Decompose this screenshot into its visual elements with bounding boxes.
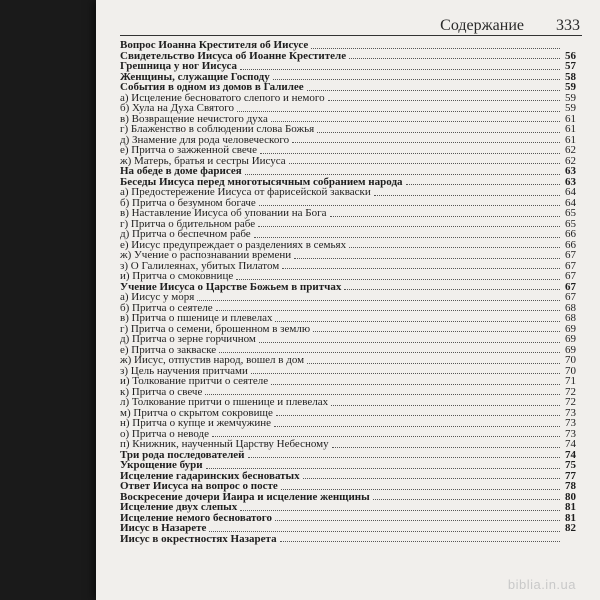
toc-entry-title: п) Книжник, наученный Царству Небесному bbox=[120, 438, 329, 450]
toc-leader-dots bbox=[205, 393, 560, 395]
toc-entry-title: Исцеление немого бесноватого bbox=[120, 511, 273, 524]
toc-leader-dots bbox=[245, 173, 560, 175]
toc-leader-dots bbox=[240, 68, 560, 70]
toc-subentry bbox=[120, 334, 576, 345]
toc-leader-dots bbox=[313, 330, 560, 332]
toc-entry-page: 77 bbox=[565, 469, 576, 482]
toc-leader-dots bbox=[254, 236, 560, 238]
toc-entry-title: е) Притча о зажженной свече bbox=[120, 144, 257, 156]
toc-leader-dots bbox=[311, 47, 560, 49]
toc-entry-title: в) Возвращение нечистого духа bbox=[120, 112, 268, 125]
toc-entry-title: и) Притча о смоковнице bbox=[120, 270, 234, 282]
toc-leader-dots bbox=[260, 152, 560, 154]
toc-entry-title: а) Исцеление бесноватого слепого и немого bbox=[120, 91, 325, 104]
toc-entry-title: ж) Матерь, братья и сестры Иисуса bbox=[120, 154, 286, 167]
page-header bbox=[96, 0, 600, 42]
toc-leader-dots bbox=[303, 477, 560, 479]
toc-leader-dots bbox=[330, 215, 561, 217]
toc-leader-dots bbox=[271, 120, 560, 122]
toc-entry-title: Женщины, служащие Господу bbox=[120, 70, 270, 83]
toc-leader-dots bbox=[276, 414, 560, 416]
toc-leader-dots bbox=[344, 288, 560, 290]
toc-entry-page: 78 bbox=[565, 480, 576, 492]
toc-subentry bbox=[120, 250, 576, 261]
toc-subentry bbox=[120, 439, 576, 450]
toc-entry-title: д) Знамение для рода человеческого bbox=[120, 133, 290, 146]
toc-entry-page: 81 bbox=[565, 501, 576, 513]
toc-subentry bbox=[120, 418, 576, 429]
toc-entry-title: Ответ Иисуса на вопрос о посте bbox=[120, 480, 278, 492]
toc-entry-page: 73 bbox=[565, 406, 576, 419]
toc-entry-page: 62 bbox=[565, 154, 576, 167]
toc-entry-page: 63 bbox=[565, 175, 576, 188]
toc-entry-page: 69 bbox=[565, 333, 576, 345]
toc-entry-page: 70 bbox=[565, 364, 576, 377]
toc-subentry bbox=[120, 397, 576, 408]
toc-leader-dots bbox=[248, 456, 561, 458]
toc-entry-page: 68 bbox=[565, 312, 576, 324]
toc-leader-dots bbox=[251, 372, 560, 374]
toc-entry-page: 56 bbox=[565, 49, 576, 62]
toc-subentry bbox=[120, 292, 576, 303]
toc-leader-dots bbox=[275, 320, 560, 322]
toc-subentry bbox=[120, 103, 576, 114]
toc-chapter-entry bbox=[120, 82, 576, 93]
toc-entry-page: 69 bbox=[565, 322, 576, 335]
toc-chapter-entry bbox=[120, 61, 576, 72]
toc-entry-page: 58 bbox=[565, 70, 576, 83]
toc-entry-title: Учение Иисуса о Царстве Божьем в притчах bbox=[120, 280, 342, 293]
toc-entry-title: в) Наставление Иисуса об уповании на Бога bbox=[120, 207, 327, 219]
toc-entry-title: д) Притча о зерне горчичном bbox=[120, 333, 256, 345]
toc-entry-title: Исцеление двух слепых bbox=[120, 501, 238, 513]
toc-leader-dots bbox=[219, 351, 560, 353]
toc-entry-page: 59 bbox=[565, 91, 576, 104]
table-of-contents bbox=[120, 40, 576, 544]
toc-leader-dots bbox=[282, 267, 560, 269]
toc-leader-dots bbox=[212, 435, 560, 437]
toc-leader-dots bbox=[258, 225, 560, 227]
toc-entry-title: Исцеление гадаринских бесноватых bbox=[120, 469, 300, 482]
toc-entry-page: 67 bbox=[565, 270, 576, 282]
toc-subentry bbox=[120, 229, 576, 240]
toc-entry-page: 82 bbox=[565, 522, 576, 534]
toc-leader-dots bbox=[307, 89, 560, 91]
toc-subentry bbox=[120, 124, 576, 135]
toc-entry-title: ж) Учение о распознавании времени bbox=[120, 249, 292, 261]
toc-entry-page: 73 bbox=[565, 417, 576, 429]
toc-entry-title: б) Притча о сеятеле bbox=[120, 301, 213, 314]
toc-entry-title: и) Толкование притчи о сеятеле bbox=[120, 375, 269, 387]
toc-entry-page: 64 bbox=[565, 186, 576, 198]
watermark: biblia.in.ua bbox=[507, 577, 576, 592]
toc-entry-title: Вопрос Иоанна Крестителя об Иисусе bbox=[120, 39, 309, 51]
toc-entry-page: 62 bbox=[565, 144, 576, 156]
book-page bbox=[96, 0, 600, 600]
toc-entry-page: 59 bbox=[565, 102, 576, 114]
toc-subentry bbox=[120, 355, 576, 366]
page-header-title: Содержание bbox=[440, 17, 524, 34]
toc-entry-page: 74 bbox=[565, 448, 576, 461]
toc-entry-title: л) Толкование притчи о пшенице и плевелах bbox=[120, 396, 329, 408]
toc-entry-title: б) Хула на Духа Святого bbox=[120, 102, 234, 114]
toc-entry-title: е) Иисус предупреждает о разделениях в семьях bbox=[120, 238, 347, 251]
toc-leader-dots bbox=[275, 519, 560, 521]
toc-entry-title: Иисус в Назарете bbox=[120, 522, 207, 534]
toc-entry-title: На обеде в доме фарисея bbox=[120, 165, 242, 177]
toc-leader-dots bbox=[406, 183, 560, 185]
toc-entry-page: 72 bbox=[565, 396, 576, 408]
toc-chapter-entry bbox=[120, 166, 576, 177]
toc-leader-dots bbox=[271, 383, 560, 385]
toc-entry-title: Укрощение бури bbox=[120, 459, 203, 471]
toc-entry-title: е) Притча о закваске bbox=[120, 343, 217, 356]
toc-leader-dots bbox=[349, 246, 560, 248]
toc-entry-title: Воскресение дочери Иаира и исцеление женщины bbox=[120, 490, 370, 503]
toc-entry-page: 67 bbox=[565, 280, 576, 293]
toc-leader-dots bbox=[289, 162, 560, 164]
toc-subentry bbox=[120, 208, 576, 219]
toc-chapter-entry bbox=[120, 502, 576, 513]
toc-entry-page: 67 bbox=[565, 249, 576, 261]
toc-leader-dots bbox=[240, 509, 560, 511]
toc-entry-page: 59 bbox=[565, 81, 576, 93]
toc-entry-page: 61 bbox=[565, 123, 576, 135]
toc-entry-title: д) Притча о беспечном рабе bbox=[120, 228, 251, 240]
toc-entry-page: 67 bbox=[565, 291, 576, 303]
toc-entry-page: 81 bbox=[565, 511, 576, 524]
header-divider bbox=[120, 35, 582, 36]
toc-entry-title: Свидетельство Иисуса об Иоанне Крестителе bbox=[120, 49, 347, 62]
toc-entry-page: 61 bbox=[565, 112, 576, 125]
toc-leader-dots bbox=[280, 540, 560, 542]
toc-leader-dots bbox=[259, 204, 560, 206]
toc-entry-page: 67 bbox=[565, 259, 576, 272]
toc-entry-page: 75 bbox=[565, 459, 576, 471]
toc-entry-page: 66 bbox=[565, 238, 576, 251]
toc-subentry bbox=[120, 187, 576, 198]
toc-entry-title: Три рода последователей bbox=[120, 448, 245, 461]
toc-leader-dots bbox=[216, 309, 560, 311]
toc-entry-title: о) Притча о неводе bbox=[120, 427, 210, 440]
toc-subentry bbox=[120, 271, 576, 282]
toc-entry-title: г) Притча о бдительном рабе bbox=[120, 217, 256, 230]
toc-leader-dots bbox=[197, 299, 560, 301]
toc-leader-dots bbox=[373, 498, 560, 500]
toc-entry-title: а) Предостережение Иисуса от фарисейской закваски bbox=[120, 186, 371, 198]
toc-entry-page: 80 bbox=[565, 490, 576, 503]
toc-entry-page: 73 bbox=[565, 427, 576, 440]
toc-entry-page: 57 bbox=[565, 60, 576, 72]
toc-entry-title: б) Притча о безумном богаче bbox=[120, 196, 256, 209]
toc-entry-title: в) Притча о пшенице и плевелах bbox=[120, 312, 273, 324]
toc-entry-page: 74 bbox=[565, 438, 576, 450]
toc-chapter-entry bbox=[120, 534, 576, 545]
toc-chapter-entry bbox=[120, 460, 576, 471]
toc-leader-dots bbox=[328, 99, 560, 101]
toc-entry-title: События в одном из домов в Галилее bbox=[120, 81, 304, 93]
toc-subentry bbox=[120, 376, 576, 387]
toc-leader-dots bbox=[259, 341, 560, 343]
toc-entry-title: Беседы Иисуса перед многотысячным собранием народа bbox=[120, 175, 403, 188]
toc-entry-page: 68 bbox=[565, 301, 576, 314]
toc-entry-title: з) Цель научения притчами bbox=[120, 364, 248, 377]
toc-entry-title: н) Притча о купце и жемчужине bbox=[120, 417, 272, 429]
toc-entry-page: 64 bbox=[565, 196, 576, 209]
toc-entry-page: 65 bbox=[565, 217, 576, 230]
toc-entry-title: м) Притча о скрытом сокровище bbox=[120, 406, 273, 419]
toc-entry-title: г) Притча о семени, брошенном в землю bbox=[120, 322, 311, 335]
toc-chapter-entry bbox=[120, 481, 576, 492]
toc-leader-dots bbox=[307, 362, 560, 364]
toc-leader-dots bbox=[294, 257, 560, 259]
toc-entry-page: 72 bbox=[565, 385, 576, 398]
toc-leader-dots bbox=[374, 194, 560, 196]
toc-entry-title: а) Иисус у моря bbox=[120, 291, 195, 303]
toc-entry-title: Грешница у ног Иисуса bbox=[120, 60, 237, 72]
toc-subentry bbox=[120, 145, 576, 156]
toc-entry-title: Иисус в окрестностях Назарета bbox=[120, 532, 277, 545]
toc-entry-title: к) Притча о свече bbox=[120, 385, 203, 398]
toc-leader-dots bbox=[281, 488, 560, 490]
toc-leader-dots bbox=[274, 425, 560, 427]
toc-entry-page: 65 bbox=[565, 207, 576, 219]
toc-chapter-entry bbox=[120, 40, 576, 51]
toc-leader-dots bbox=[331, 404, 560, 406]
toc-entry-page: 71 bbox=[565, 375, 576, 387]
page-number: 333 bbox=[556, 17, 580, 34]
toc-leader-dots bbox=[273, 78, 560, 80]
toc-entry-page: 66 bbox=[565, 228, 576, 240]
toc-leader-dots bbox=[292, 141, 560, 143]
toc-entry-page: 63 bbox=[565, 165, 576, 177]
toc-leader-dots bbox=[317, 131, 560, 133]
toc-entry-title: г) Блаженство в соблюдении слова Божья bbox=[120, 123, 315, 135]
toc-leader-dots bbox=[237, 110, 560, 112]
toc-entry-page: 70 bbox=[565, 354, 576, 366]
toc-leader-dots bbox=[206, 467, 560, 469]
toc-leader-dots bbox=[332, 446, 560, 448]
toc-entry-page: 61 bbox=[565, 133, 576, 146]
toc-leader-dots bbox=[236, 278, 560, 280]
toc-entry-title: ж) Иисус, отпустив народ, вошел в дом bbox=[120, 354, 305, 366]
toc-entry-page: 69 bbox=[565, 343, 576, 356]
toc-entry-title: з) О Галилеянах, убитых Пилатом bbox=[120, 259, 280, 272]
toc-chapter-entry bbox=[120, 523, 576, 534]
toc-subentry bbox=[120, 313, 576, 324]
toc-leader-dots bbox=[209, 530, 560, 532]
toc-leader-dots bbox=[349, 57, 560, 59]
